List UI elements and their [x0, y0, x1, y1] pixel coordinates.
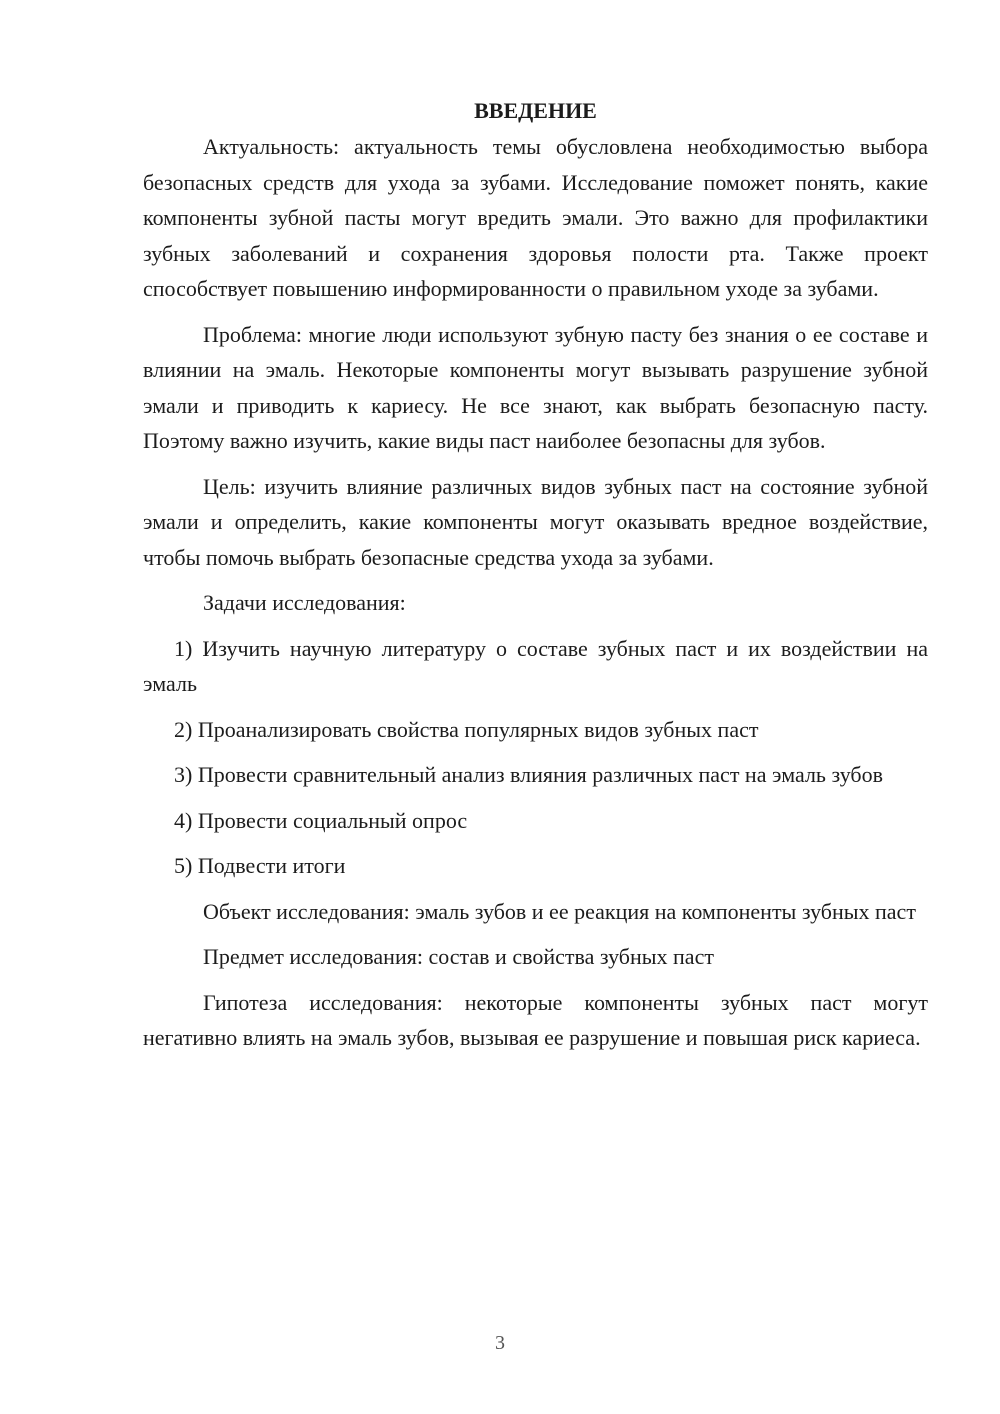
tasks-title: Задачи исследования: — [203, 590, 406, 615]
list-item: 5) Подвести итоги — [174, 853, 346, 878]
list-item: 4) Провести социальный опрос — [174, 807, 468, 833]
tasks-list — [143, 631, 928, 884]
list-item: 1) Изучить научную литературу о составе зубных паст и их воздействии на эмаль — [143, 635, 928, 696]
document-page — [143, 93, 928, 1066]
paragraph-relevance: Актуальность: актуальность темы обусловлена необходимостью выбора безопасных средств для ухода за зубами. Исследование поможет понять, какие компоненты зубной пасты могут вредить эмали. Это важно для профилактики зубных заболеваний и сохранения здоровья полости рта. Также проект способствует повышению информированности о правильном уходе за зубами. — [143, 134, 928, 301]
paragraph-subject: Предмет исследования: состав и свойства зубных паст — [203, 944, 714, 969]
list-item: 2) Проанализировать свойства популярных видов зубных паст — [174, 716, 759, 742]
list-item: 3) Провести сравнительный анализ влияния различных паст на эмаль зубов — [174, 762, 883, 787]
paragraph-hypothesis: Гипотеза исследования: некоторые компоненты зубных паст могут негативно влиять на эмаль зубов, вызывая ее разрушение и повышая риск кариеса. — [143, 989, 928, 1050]
paragraph-problem: Проблема: многие люди используют зубную пасту без знания о ее составе и влиянии на эмаль. Некоторые компоненты могут вызывать разрушение зубной эмали и приводить к кариесу. Не все знают, как выбрать безопасную пасту. Поэтому важно изучить, какие виды паст наиболее безопасны для зубов. — [143, 321, 928, 453]
paragraph-goal: Цель: изучить влияние различных видов зубных паст на состояние зубной эмали и определить, какие компоненты могут оказывать вредное воздействие, чтобы помочь выбрать безопасные средства ухода за зубами. — [143, 473, 928, 570]
page-number: 3 — [495, 1332, 505, 1354]
paragraph-object: Объект исследования: эмаль зубов и ее реакция на компоненты зубных паст — [203, 898, 916, 924]
page-title: ВВЕДЕНИЕ — [474, 98, 597, 123]
